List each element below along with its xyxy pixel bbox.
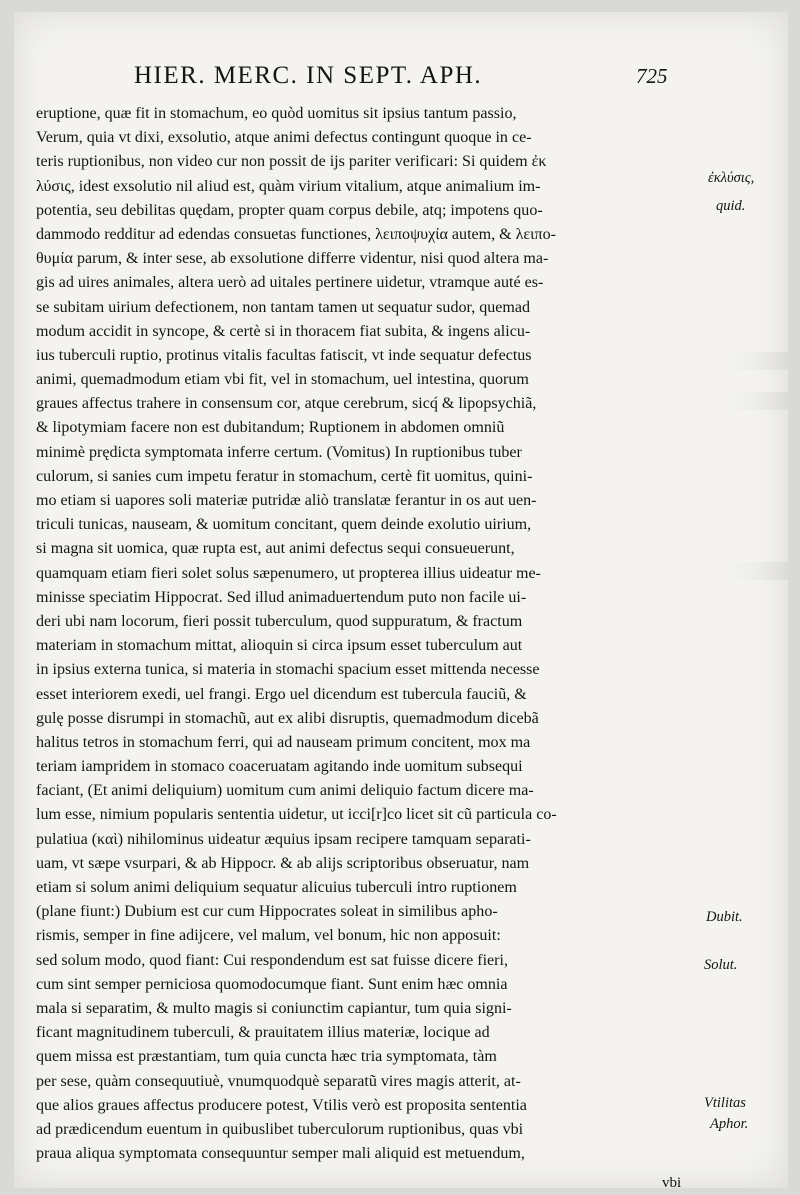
margin-note-dubit: Dubit. bbox=[706, 909, 743, 925]
running-title: HIER. MERC. IN SEPT. APH. bbox=[134, 62, 483, 89]
text-line: uam, vt sæpe vsurpari, & ab Hippocr. & ab alijs scriptoribus obseruatur, nam bbox=[36, 854, 530, 872]
text-line: in ipsius externa tunica, si materia in stomachi spacium esset mittenda necesse bbox=[36, 661, 540, 679]
text-line: cum sint semper perniciosa quomodocumque fiant. Sunt enim hæc omnia bbox=[36, 975, 508, 993]
text-line: gulę posse disrumpi in stomachũ, aut ex alibi disruptis, quemadmodum dicebã bbox=[36, 709, 539, 727]
text-line: rismis, semper in fine adijcere, vel malum, vel bonum, hic non apposuit: bbox=[36, 927, 501, 945]
text-line: minisse speciatim Hippocrat. Sed illud animaduertendum puto non facile ui- bbox=[36, 588, 527, 606]
text-line: teriam iampridem in stomaco coaceruatam agitando inde uomitum subsequi bbox=[36, 758, 523, 776]
text-line: animi, quemadmodum etiam vbi fit, vel in stomachum, uel intestina, quorum bbox=[36, 371, 529, 389]
text-line: esset interiorem exedi, uel frangi. Ergo uel dicendum est tubercula fauciũ, & bbox=[36, 685, 527, 703]
text-line: (plane fiunt:) Dubium est cur cum Hippocrates soleat in similibus apho- bbox=[36, 903, 498, 921]
text-line: per sese, quàm consequutiuè, vnumquodquè separatũ vires magis atterit, at- bbox=[36, 1072, 521, 1090]
text-line: deri ubi nam locorum, fieri possit tuberculum, quod suppuratum, & fractum bbox=[36, 612, 523, 630]
text-line: gis ad uires animales, altera uerò ad uitales pertinere uidetur, vtramque auté es- bbox=[36, 274, 544, 292]
text-line: faciant, (Et animi deliquium) uomitum cum animi deliquio factum dicere ma- bbox=[36, 782, 534, 800]
bleed-through-mark bbox=[728, 392, 788, 410]
page-number: 725 bbox=[636, 64, 668, 88]
text-line: halitus tetros in stomachum ferri, qui ad nauseam primum concitent, mox ma bbox=[36, 733, 531, 751]
text-line: que alios graues affectus producere potest, Vtilis verò est proposita sententia bbox=[36, 1096, 527, 1114]
text-line: ius tuberculi ruptio, protinus vitalis facultas fatiscit, vt inde sequatur defectus bbox=[36, 346, 532, 364]
text-line: lum esse, nimium popularis sententia uidetur, ut icci[r]co licet sit cũ particula co- bbox=[36, 806, 557, 824]
text-line: si magna sit uomica, quæ rupta est, aut animi defectus sequi consueuerunt, bbox=[36, 540, 515, 558]
text-line: λύσις, idest exsolutio nil aliud est, quàm virium vitalium, atque animalium im- bbox=[36, 177, 541, 195]
book-page bbox=[14, 12, 788, 1191]
text-line: graues affectus trahere in consensum cor, atque cerebrum, sicq́ & lipopsychiã, bbox=[36, 395, 537, 413]
body-text bbox=[36, 102, 702, 1166]
margin-note-ecclysis: ἐκλύσις, bbox=[708, 170, 755, 186]
text-line: & lipotymiam facere non est dubitandum; Ruptionem in abdomen omniũ bbox=[36, 419, 505, 437]
text-line: quem missa est præstantiam, tum quia cuncta hæc tria symptomata, tàm bbox=[36, 1048, 497, 1066]
margin-note-solut: Solut. bbox=[704, 957, 738, 973]
catchword: vbi bbox=[662, 1175, 682, 1191]
bleed-through-mark bbox=[728, 562, 788, 580]
text-line: triculi tunicas, nauseam, & uomitum concitant, quem deinde exolutio uirium, bbox=[36, 516, 532, 534]
text-line: praua aliqua symptomata consequuntur semper mali aliquid est metuendum, bbox=[36, 1145, 525, 1163]
text-line: quamquam etiam fieri solet solus sæpenumero, ut propterea illius uideatur me- bbox=[36, 564, 541, 582]
text-line: ficant magnitudinem tuberculi, & prauitatem illius materiæ, locique ad bbox=[36, 1024, 490, 1042]
text-line: modum accidit in syncope, & certè si in thoracem fiat subita, & ingens alicu- bbox=[36, 322, 531, 340]
text-line: sed solum modo, quod fiant: Cui respondendum est sat fuisse dicere fieri, bbox=[36, 951, 508, 969]
text-line: teris ruptionibus, non video cur non possit de ijs pariter verificari: Si quidem ἐκ bbox=[36, 153, 547, 171]
text-line: mo etiam si uapores soli materiæ putridæ aliò translatæ ferantur in os aut uen- bbox=[36, 492, 537, 509]
text-line: θυμία parum, & inter sese, ab exsolutione differre videntur, nisi quod altera ma- bbox=[36, 250, 549, 268]
text-line: Verum, quia vt dixi, exsolutio, atque animi defectus contingunt quoque in ce- bbox=[36, 129, 532, 147]
text-line: etiam si solum animi deliquium sequatur alicuius tuberculi intro ruptionem bbox=[36, 879, 517, 896]
margin-note-utilitas: Vtilitas bbox=[704, 1095, 746, 1111]
bleed-through-mark bbox=[728, 352, 788, 370]
margin-note-quid: quid. bbox=[716, 198, 746, 214]
text-line: pulatiua (καὶ) nihilominus uideatur æquius ipsam recipere tamquam separati- bbox=[36, 830, 531, 848]
text-line: mala si separatim, & multo magis si coniunctim capiantur, tum quia signi- bbox=[36, 999, 512, 1017]
text-line: dammodo redditur ad edendas consuetas functiones, λειποψυχία autem, & λειπο- bbox=[36, 225, 556, 243]
text-line: ad prædicendum euentum in quibuslibet tuberculorum ruptionibus, quas vbi bbox=[36, 1120, 524, 1138]
text-line: culorum, si sanies cum impetu feratur in stomachum, certè fit uomitus, quini- bbox=[36, 467, 533, 485]
text-line: materiam in stomachum mittat, alioquin si circa ipsum esset tuberculum aut bbox=[36, 637, 523, 655]
text-line: potentia, seu debilitas quędam, propter quam corpus debile, atq; impotens quo- bbox=[36, 201, 543, 219]
text-line: minimè prędicta symptomata inferre certum. (Vomitus) In ruptionibus tuber bbox=[36, 443, 522, 461]
text-line: eruptione, quæ fit in stomachum, eo quòd uomitus sit ipsius tantum passio, bbox=[36, 105, 517, 122]
margin-note-aphor: Aphor. bbox=[710, 1116, 749, 1132]
text-line: se subitam uirium defectionem, non tantam tamen ut sequatur sudor, quemad bbox=[36, 298, 531, 316]
